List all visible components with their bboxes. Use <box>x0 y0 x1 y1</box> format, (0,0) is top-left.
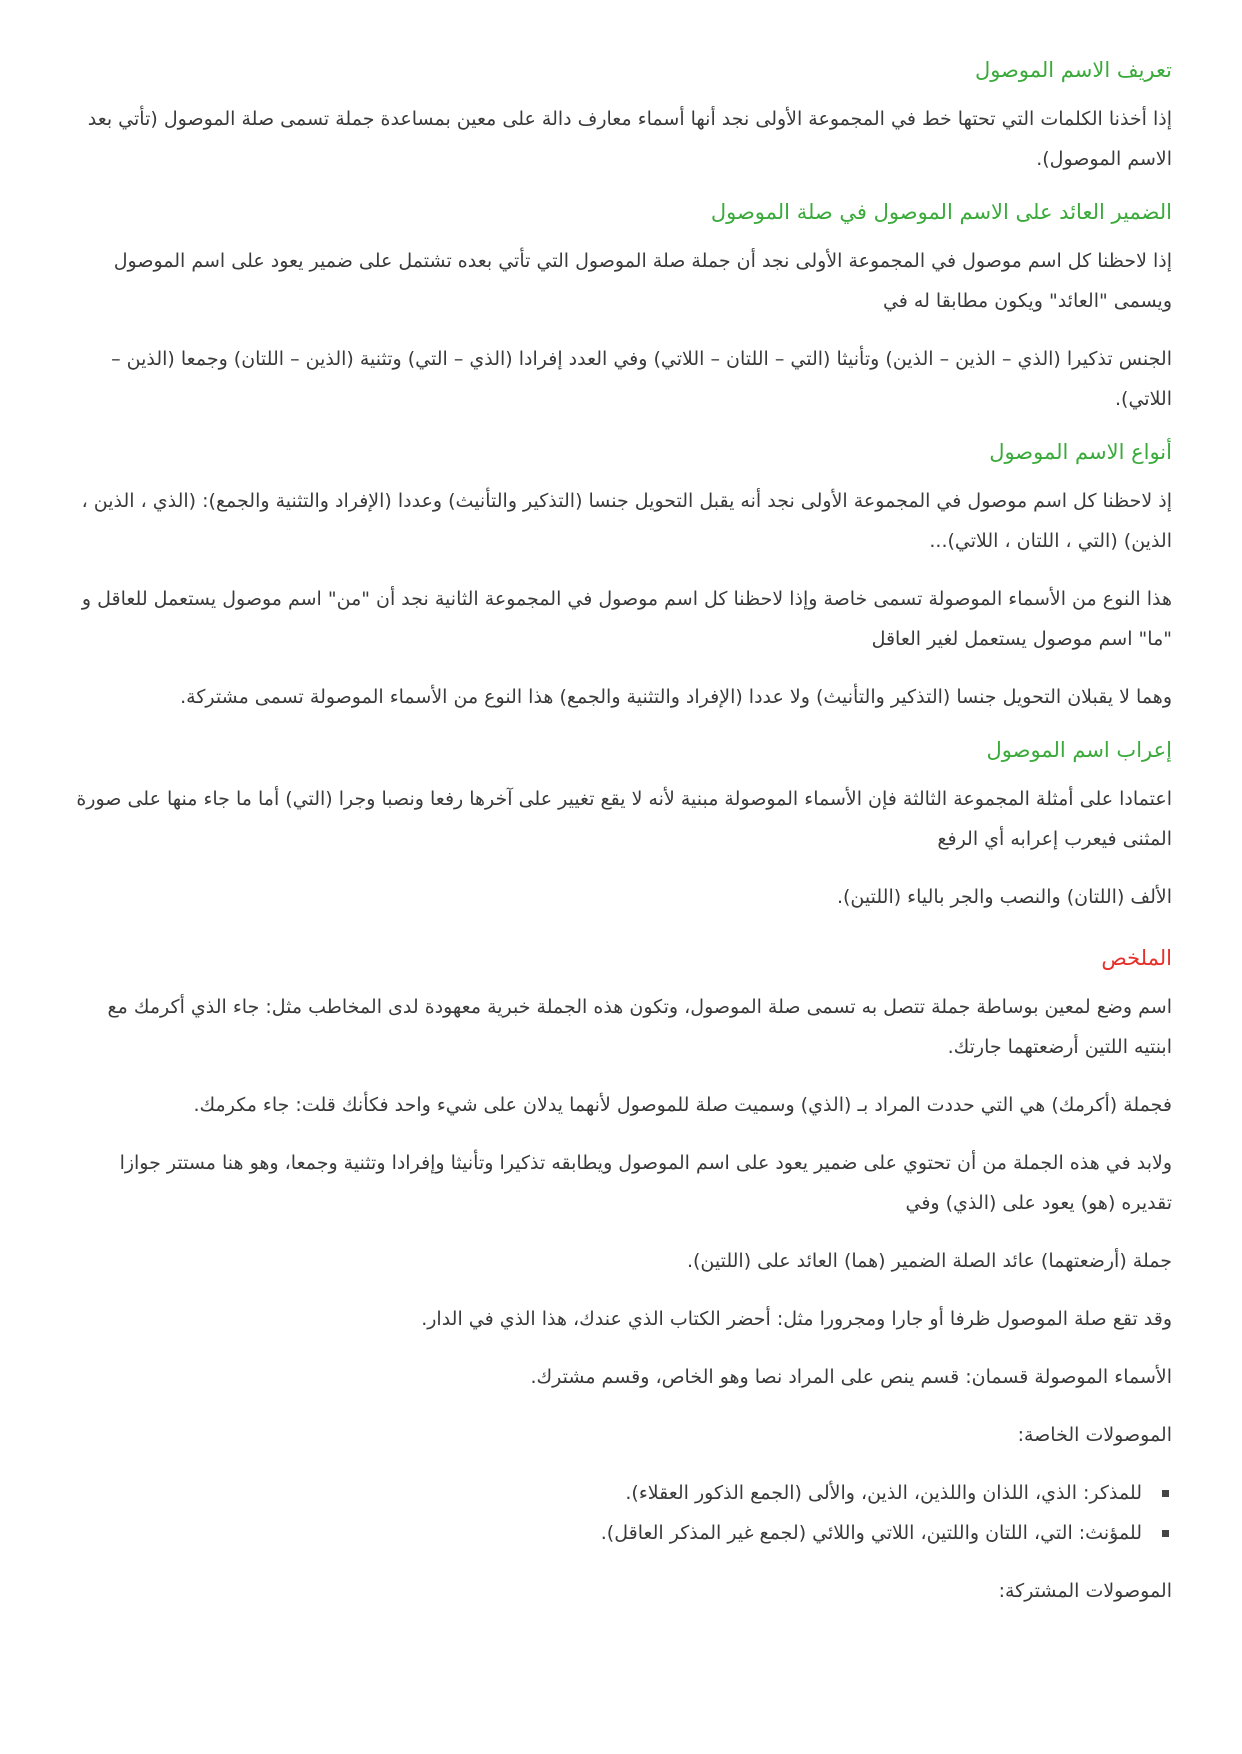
paragraph: وهما لا يقبلان التحويل جنسا (التذكير والتأنيث) ولا عددا (الإفراد والتثنية والجمع) هذا النوع من الأسماء الموصولة تسمى مشتركة. <box>180 686 1172 708</box>
paragraph: إذ لاحظنا كل اسم موصول في المجموعة الأولى نجد أنه يقبل التحويل جنسا (التذكير والتأنيث) وعددا (الإفراد والتثنية والجمع): (الذي ، الذين ، الذين) (التي ، اللتان ، اللاتي)... <box>81 490 1172 552</box>
list-item-text: للمذكر: الذي، اللذان واللذين، الذين، والألى (الجمع الذكور العقلاء). <box>625 1482 1142 1504</box>
paragraph: وقد تقع صلة الموصول ظرفا أو جارا ومجرورا مثل: أحضر الكتاب الذي عندك، هذا الذي في الدار. <box>421 1308 1172 1330</box>
paragraph: الموصولات الخاصة: <box>1017 1424 1172 1446</box>
paragraph: هذا النوع من الأسماء الموصولة تسمى خاصة وإذا لاحظنا كل اسم موصول في المجموعة الثانية نجد أن "من" اسم موصول يستعمل للعاقل و "ما" اسم موصول يستعمل لغير العاقل <box>81 588 1172 650</box>
section-heading-definition: تعريف الاسم الموصول <box>974 58 1172 82</box>
special-relatives-list <box>72 1473 1172 1553</box>
paragraph: اسم وضع لمعين بوساطة جملة تتصل به تسمى صلة الموصول، وتكون هذه الجملة خبرية معهودة لدى المخاطب مثل: جاء الذي أكرمك مع ابنتيه اللتين أرضعتهما جارتك. <box>107 996 1172 1058</box>
list-item <box>72 1513 1172 1553</box>
paragraph: جملة (أرضعتهما) عائد الصلة الضمير (هما) العائد على (اللتين). <box>686 1250 1172 1272</box>
paragraph: إذا لاحظنا كل اسم موصول في المجموعة الأولى نجد أن جملة صلة الموصول التي تأتي بعده تشتمل على ضمير يعود على اسم الموصول ويسمى "العائد" ويكون مطابقا له في <box>113 250 1172 312</box>
summary-heading: الملخص <box>1101 946 1172 970</box>
paragraph: الجنس تذكيرا (الذي – الذين – الذين) وتأنيثا (التي – اللتان – اللاتي) وفي العدد إفرادا (الذي – التي) وتثنية (الذين – اللتان) وجمعا (الذين – اللاتي). <box>111 348 1172 410</box>
paragraph: الألف (اللتان) والنصب والجر بالياء (اللتين). <box>836 886 1172 908</box>
document-page <box>72 55 1172 1629</box>
list-item-text: للمؤنث: التي، اللتان واللتين، اللاتي واللائي (لجمع غير المذكر العاقل). <box>600 1522 1142 1544</box>
paragraph: ولابد في هذه الجملة من أن تحتوي على ضمير يعود على اسم الموصول ويطابقه تذكيرا وتأنيثا وإفرادا وتثنية وجمعا، وهو هنا مستتر جوازا تقديره (هو) يعود على (الذي) وفي <box>119 1152 1172 1214</box>
paragraph: اعتمادا على أمثلة المجموعة الثالثة فإن الأسماء الموصولة مبنية لأنه لا يقع تغيير على آخرها رفعا ونصبا وجرا (التي) أما ما جاء منها على صورة المثنى فيعرب إعرابه أي الرفع <box>76 788 1172 850</box>
section-heading-types: أنواع الاسم الموصول <box>989 440 1172 464</box>
paragraph: الأسماء الموصولة قسمان: قسم ينص على المراد نصا وهو الخاص، وقسم مشترك. <box>530 1366 1172 1388</box>
section-heading-parsing: إعراب اسم الموصول <box>986 738 1172 762</box>
section-heading-returning-pronoun: الضمير العائد على الاسم الموصول في صلة الموصول <box>710 200 1172 224</box>
square-bullet-icon <box>1162 1490 1169 1497</box>
paragraph: فجملة (أكرمك) هي التي حددت المراد بـ (الذي) وسميت صلة للموصول لأنهما يدلان على شيء واحد فكأنك قلت: جاء مكرمك. <box>193 1094 1172 1116</box>
list-item <box>72 1473 1172 1513</box>
paragraph: الموصولات المشتركة: <box>998 1580 1172 1602</box>
square-bullet-icon <box>1162 1530 1169 1537</box>
paragraph: إذا أخذنا الكلمات التي تحتها خط في المجموعة الأولى نجد أنها أسماء معارف دالة على معين بمساعدة جملة تسمى صلة الموصول (تأتي بعد الاسم الموصول). <box>87 108 1172 170</box>
